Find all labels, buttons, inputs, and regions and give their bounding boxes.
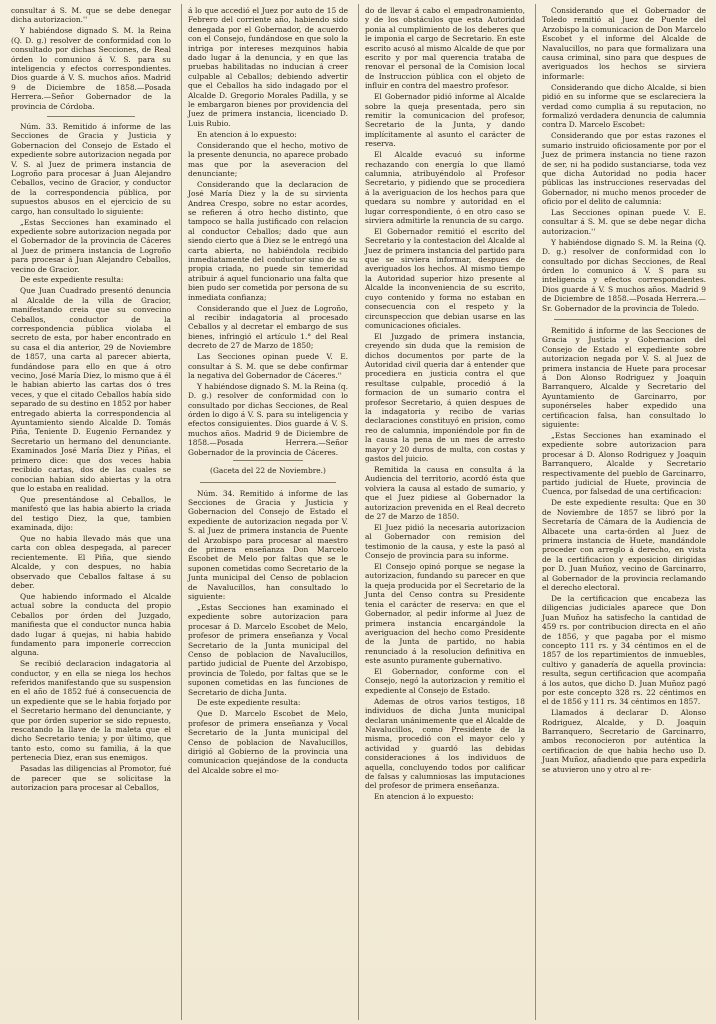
paragraph: Núm. 33. Remitido á informe de las Secciones de Gracia y Justicia y Gobernacion del Consejo de Estado el expediente sobre autorizacion negada por V. S. al Juez de primera instancia de Logroño para procesar á Juan Alejandro Ceballos, vecino de Gracior, y conductor de la correspondencia pública, por supuestos abusos en el ejercicio de su cargo, han consultado lo siguiente: xyxy=(11,121,171,216)
paragraph: El Gobernador, conforme con el Consejo, negó la autorizacion y remitio el expediente al Consejo de Estado. xyxy=(365,667,525,695)
column-2 xyxy=(185,6,351,1020)
column-3 xyxy=(362,6,528,1020)
column-divider xyxy=(358,4,359,1020)
gaceta-reference: (Gaceta del 22 de Noviembre.) xyxy=(210,466,326,476)
paragraph: Considerando que por estas razones el sumario instruido oficiosamente por por el Juez de primera instancia no tiene razon de ser, ni ha podido sustanciarse, toda vez que dicha Autoridad no podia hacer públicas las instrucciones reservadas del Gobernador, ni mucho menos proceder de oficio por el delito de calumnia: xyxy=(542,131,706,207)
section-separator xyxy=(554,319,694,320)
paragraph: Que D. Marcelo Escobet de Melo, profesor de primera enseñanza y Vocal Secretario de la Junta municipal del Censo de poblacion de Navalucillos, dirigió al Gobierno de la provincia una comunicacion quejándose de la conducta del Alcalde sobre el mo- xyxy=(188,709,348,775)
paragraph: Que Juan Cuadrado presentó denuncia al Alcalde de la villa de Gracior, manifestando creia que su convecino Ceballos, conductor de la correspondencia pública violaba el secreto de esta, por haber encontrado en su casa el dia anterior, 29 de Noviembre de 1857, una carta al parecer abierta, fundándose para ello en que á otro vecino, José María Diez, lo mismo que á él le habian abierto las cartas dos ó tres veces, y que el citado Ceballos había sido separado de su destino en 1852 por haber entregado abierta la correspondencia al Ayuntamiento siendo Alcalde D. Tomás Piña, Teniente D. Eugenio Fernandez y Secretario un hermano del denunciante. Examinados José María Diez y Piñas, el primero dice: que dos veces habia recibido cartas, dos de las cuales se conocian habian sido abiertas y la otra que lo estaba en realidad. xyxy=(11,286,171,493)
paragraph: Núm. 34. Remitido á informe de las Secciones de Gracia y Justicia y Gobernacion del Consejo de Estado el expediente de autorizacion negada por V. S. al Juez de primera instancia de Puente del Arzobispo para procesar al maestro de primera enseñanza Don Marcelo Escobet de Melo por faltas que se le suponen cometidas como Secretario de la Junta municipal del Censo de poblacion de Navalucillos, han consultado lo siguiente: xyxy=(188,488,348,601)
section-separator xyxy=(47,116,135,117)
paragraph: Y habiéndose dignado S. M. la Reina (q. D. g.) resolver de conformidad con lo consultado por dichas Secciones, de Real órden lo digo á V. S. para su inteligencia y efectos consiguientes. Dios guarde á V. S. muchos años. Madrid 9 de Diciembre de 1858.—Posada Herrera.—Señor Gobernador de la provincia de Cáceres. xyxy=(188,381,348,457)
column-1 xyxy=(8,6,174,1020)
paragraph: á lo que accedió el Juez por auto de 15 de Febrero del corriente año, habiendo sido denegada por el Gobernador, de acuerdo con el Consejo, fundándose en que solo la intriga por intereses mezquinos habia dado lugar á la denuncia, y en que las pruebas habilitadas no inducian á creer culpable al Ceballos; debiendo advertir que el Ceballos ha sido indagado por el Alcalde D. Gregorio Morales Padilla, y se le embargaron bienes por providencia del Juez de primera instancia, licenciado D. Luis Rubio. xyxy=(188,6,348,128)
paragraph: Remitido á informe de las Secciones de Gracia y Justicia y Gobernacion del Consejo de Estado el expediente sobre autorizacion negada por V. S. al Juez de primera instancia de Huete para procesar á Don Alonso Rodriguez y Joaquin Barranquero, Alcalde y Secretario del Ayuntamiento de Garcinarro, por suponérseles haber expedido una certificacion falsa, han consultado lo siguiente: xyxy=(542,326,706,430)
paragraph: Considerando que el hecho, motivo de la presente denuncia, no aparece probado mas que por la aseveracion del denunciante; xyxy=(188,140,348,178)
paragraph: „Estas Secciones han examinado el expediente sobre autorizacion para procesar á D. Marcelo Escobet de Melo, profesor de primera enseñanza y Vocal Secretario de la Junta municipal del Censo de poblacion de Navalucillos, partido judicial de Puente del Arzobispo, provincia de Toledo, por faltas que se le suponen cometidas en las funciones de Secretario de dicha Junta. xyxy=(188,602,348,697)
paragraph: El Consejo opinó porque se negase la autorizacion, fundando su parecer en que la queja producida por el Secretario de la Junta del Censo contra su Presidente tenia el carácter de reserva: en que el Gobernador, al pedir informe al Juez de primera instancia encargándole la averiguacion del hecho como Presidente de la Junta de partido, no habia renunciado á la resolucion definitiva en este asunto puramente gubernativo. xyxy=(365,562,525,666)
paragraph: En atencion á lo expuesto: xyxy=(197,129,297,139)
paragraph: En atencion á lo expuesto: xyxy=(374,792,474,802)
paragraph: Y habiéndose dignado S. M. la Reina (Q. D. g.) resolver de conformidad con lo consultado por dichas Secciones, de Real órden lo comunico á V. S para su inteligencia y efectos correspondientes. Dios guarde á V. S muchos años. Madrid 9 de Diciembre de 1858.—Posada Herrera.—Sr. Gobernador de la provincia de Toledo. xyxy=(542,237,706,313)
paragraph: Las Secciones opinan puede V. E. consultar á S. M. que se debe confirmar la negativa del Gobernador de Cáceres.'' xyxy=(188,352,348,380)
paragraph: De la certificacion que encabeza las diligencias judiciales aparece que Don Juan Muñoz ha satisfecho la cantidad de 459 rs. por contribucion directa en el año de 1856, y que pagaba por el mismo concepto 111 rs. y 34 céntimos en el de 1857 de los repartimientos de inmuebles, cultivo y ganadería de aquella provincia: resulta, segun certificacion que acompaña á los autos, que dicho D. Juan Muñoz pagó por este concepto 328 rs. 22 céntimos en el de 1856 y 111 rs. 34 céntimos en 1857. xyxy=(542,593,706,707)
paragraph: Ademas de otros varios testigos, 18 individuos de dicha Junta municipal declaran unánimemente que el Alcalde de Navalucillos, como Presidente de la misma, procedió con el mayor celo y actividad y guardó las debidas consideraciones á los individuos de aquella, concluyendo todos por calificar de falsas y calumniosas las imputaciones del profesor de primera enseñanza. xyxy=(365,696,525,791)
column-divider xyxy=(181,4,182,1020)
column-divider xyxy=(535,4,536,1020)
paragraph: Las Secciones opinan puede V. E. consultar á S. M. que se debe negar dicha autorizacion.'' xyxy=(542,208,706,236)
paragraph: El Juzgado de primera instancia, creyendo sin duda que la remision de dichos documentos por parte de la Autoridad civil queria dar á entender que procediera en justicia contra el que resultase culpable, procedió á la formacion de un sumario contra el profesor Secretario, á quien despues de la indagatoria y recibo de varias declaraciones constituyó en prision, como reo de calumnia, imponiéndole por fin de la causa la pena de un mes de arresto mayor y 20 duros de multa, con costas y gastos del juicio. xyxy=(365,331,525,464)
paragraph: El Juez pidió la necesaria autorizacion al Gobernador con remision del testimonio de la causa, y este la pasó al Consejo de provincia para su informe. xyxy=(365,522,525,561)
paragraph: Considerando que la declaracion de José María Diez y la de su sirvienta Andrea Crespo, sobre no estar acordes, se refieren á otro hecho distinto, que tampoco se halla justificado con relacion al conductor Ceballos; dado que aun siendo cierto que á Diez se le entregó una carta abierta, no habiéndola recibido inmediatamente del conductor sino de su propia criada, no puede sin temeridad atribuir á aquel funcionario una falta que bien pudo ser cometida por persona de su inmediata confianza; xyxy=(188,179,348,302)
paragraph: do de llevar á cabo el empadronamiento, y de los obstáculos que esta Autoridad ponia al cumplimiento de los deberes que le imponia el cargo de Secretario. En este escrito acusó al mismo Alcalde de que por escrito y por mal querencia trataba de renovar el personal de la Comision local de Instruccion pública con el objeto de influir en contra del maestro profesor. xyxy=(365,6,525,91)
paragraph: Remitida la causa en consulta á la Audiencia del territorio, acordó ésta que volviera la causa al estado de sumario, y que el Juez pidiese al Gobernador la autorizacion prevenida en el Real decreto de 27 de Marzo de 1850. xyxy=(365,465,525,522)
paragraph: El Alcalde evacuó su informe rechazando con energía lo que llamó calumnia, atribuyéndolo al Profesor Secretario, y pidiendo que se procediera á la averiguacion de los hechos para que quedara su nombre y autoridad en el lugar correspondiente, ó en otro caso se sirviera admitirle la renuncia de su cargo. xyxy=(365,150,525,225)
paragraph: De este expediente resulta: xyxy=(197,698,301,708)
paragraph: Pasadas las diligencias al Promotor, fué de parecer que se solicitase la autorizacion para procesar al Ceballos, xyxy=(11,764,171,792)
paragraph: Llamados á declarar D. Alonso Rodriguez, Alcalde, y D. Joaquin Barranquero, Secretario de Garcinarro, ambos reconocieron por auténtica la certificacion de que habia hecho uso D. Juan Muñoz, añadiendo que para expedirla se atuvieron uno y otro al re- xyxy=(542,708,706,774)
paragraph: Considerando que dicho Alcalde, si bien pidió en su informe que se esclareciera la verdad como cumplia á su reputacion, no formalizó verdadera denuncia de calumnia contra D. Marcelo Escobet: xyxy=(542,82,706,130)
paragraph: El Gobernador remitió el escrito del Secretario y la contestacion del Alcalde al Juez de primera instancia del partido para que se sirviera informar, despues de averiguados los hechos. Al mismo tiempo la Autoridad superior hizo presente al Alcalde la inconveniencia de su escrito, cuyo contenido y forma no estaban en consecuencia con el respeto y la circunspeccion que debian usarse en las comunicaciones oficiales. xyxy=(365,226,525,330)
paragraph: „Estas Secciones han examinado el expediente sobre autorizacion negada por el Gobernador de la provincia de Cáceres al Juez de primera instancia de Logroño para procesar á Juan Alejandro Ceballos, vecino de Gracior. xyxy=(11,217,171,274)
paragraph: „Estas Secciones han examinado el expediente sobre autorizacion para procesar á D. Alonso Rodriguez y Joaquin Barranquero, Alcalde y Secretario respectivamente del pueblo de Garcinarro, partido judicial de Huete, provincia de Cuenca, por falsedad de una certificacion: xyxy=(542,430,706,497)
paragraph: Que no habia llevado más que una carta con oblea despegada, al parecer recientemente. El Piña, que siendo Alcalde, y con despues, no habia observado que Ceballos faltase á su deber. xyxy=(11,533,171,590)
paragraph: De este expediente resulta: Que en 30 de Noviembre de 1857 se libró por la Secretaría de Cámara de la Audiencia de Albacete una carta-órden al Juez de primera instancia de Huete, mandándole proceder con arreglo á derecho, en vista de la certificacion y exposicion dirigidas por D. Juan Muñoz, vecino de Garcinarro, al Gobernador de la provincia reclamando el derecho electoral. xyxy=(542,498,706,592)
paragraph: Que presentándose al Ceballos, le manifestó que las habia abierto la criada del testigo Diez, la que, tambien examinada, dijo: xyxy=(11,494,171,533)
paragraph: Y habiéndose dignado S. M. la Reina (Q. D. g.) resolver de conformidad con lo consultado por dichas Secciones, de Real órden lo comunico á V. S. para su inteligencia y efectos correspondientes. Dios guarde á V. S. muchos años. Madrid 9 de Diciembre de 1858.—Posada Herrera.—Señor Gobernador de la provincia de Córdoba. xyxy=(11,26,171,111)
column-4 xyxy=(539,6,709,1020)
paragraph: Considerando que el Gobernador de Toledo remitió al Juez de Puente del Arzobispo la comunicacion de Don Marcelo Escobet y el informe del Alcalde de Navalucillos, no para que formalizara una causa criminal, sino para que despues de averiguados los hechos se sirviera informarle: xyxy=(542,6,706,81)
section-separator xyxy=(200,482,336,483)
paragraph: Se recibió declaracion indagatoria al conductor, y en ella se niega los hechos referidos manifestando que su suspension en el año de 1852 fué á consecuencia de un expediente que se le habia forjado por el Secretario hermano del denunciante, y que por órden superior se sido repuesto, rescatando la llave de la maleta que el dicho Secretario tenia; y por último, que tanto esto, como su familia, á la que pertenecia Diez, eran sus enemigos. xyxy=(11,659,171,763)
paragraph: consultar á S. M. que se debe denegar dicha autorizacion.'' xyxy=(11,6,171,25)
paragraph: Considerando que el Juez de Logroño, al recibir indagatoria al procesado Ceballos y al decretar el embargo de sus bienes, infringió el artículo 1.° del Real decreto de 27 de Marzo de 1850; xyxy=(188,303,348,351)
paragraph: El Gobernador pidió informe al Alcalde sobre la queja presentada, pero sin remitir la comunicacion del profesor, Secretario de la Junta, y dando implícitamente al asunto el carácter de reserva. xyxy=(365,92,525,149)
paragraph: Que habiendo informado el Alcalde actual sobre la conducta del propio Ceballos por órden del Juzgado, manifiesta que el conductor nunca habia dado lugar á quejas, ni habia habido fundamento para imponerle correccion alguna. xyxy=(11,591,171,658)
paragraph: De este expediente resulta: xyxy=(20,275,124,285)
signature-rule xyxy=(233,460,303,461)
